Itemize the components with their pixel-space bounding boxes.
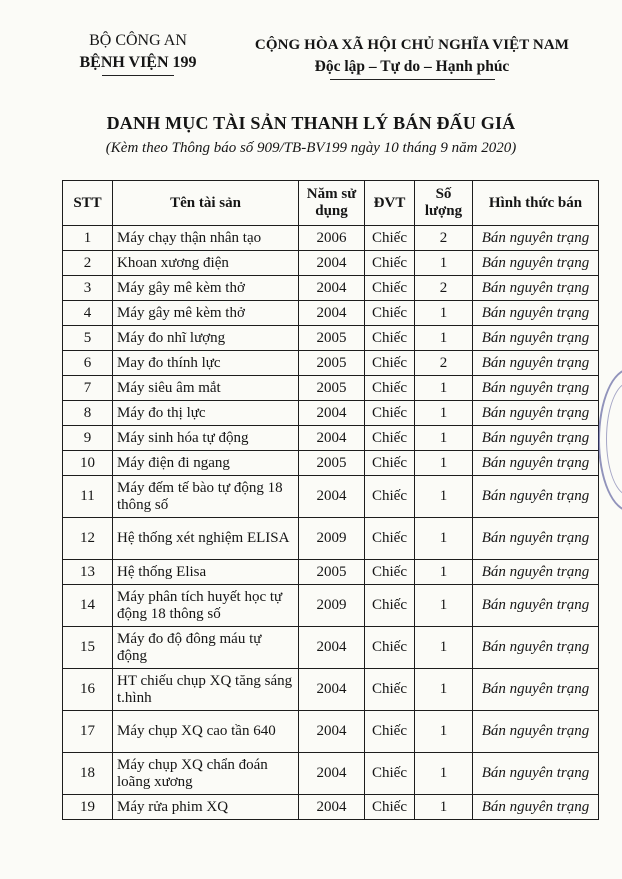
cell-sale-mode: Bán nguyên trạng: [473, 627, 599, 669]
cell-year: 2004: [299, 276, 365, 301]
cell-stt: 3: [63, 276, 113, 301]
cell-sale-mode: Bán nguyên trạng: [473, 351, 599, 376]
cell-quantity: 1: [415, 326, 473, 351]
cell-sale-mode: Bán nguyên trạng: [473, 585, 599, 627]
cell-sale-mode: Bán nguyên trạng: [473, 301, 599, 326]
cell-asset-name: Máy đo độ đông máu tự động: [113, 627, 299, 669]
issuing-organization: [58, 30, 218, 76]
cell-stt: 19: [63, 795, 113, 820]
cell-unit: Chiếc: [365, 301, 415, 326]
table-row: [63, 351, 599, 376]
cell-quantity: 1: [415, 301, 473, 326]
cell-year: 2004: [299, 711, 365, 753]
cell-unit: Chiếc: [365, 276, 415, 301]
cell-year: 2004: [299, 251, 365, 276]
cell-sale-mode: Bán nguyên trạng: [473, 451, 599, 476]
cell-unit: Chiếc: [365, 451, 415, 476]
cell-quantity: 2: [415, 226, 473, 251]
cell-sale-mode: Bán nguyên trạng: [473, 326, 599, 351]
cell-year: 2009: [299, 518, 365, 560]
table-row: [63, 518, 599, 560]
cell-sale-mode: Bán nguyên trạng: [473, 560, 599, 585]
table-row: [63, 251, 599, 276]
cell-asset-name: Hệ thống xét nghiệm ELISA: [113, 518, 299, 560]
cell-year: 2004: [299, 795, 365, 820]
cell-asset-name: Máy đo nhĩ lượng: [113, 326, 299, 351]
ministry-name: BỘ CÔNG AN: [89, 32, 187, 49]
cell-stt: 5: [63, 326, 113, 351]
cell-quantity: 2: [415, 276, 473, 301]
cell-stt: 4: [63, 301, 113, 326]
cell-quantity: 1: [415, 711, 473, 753]
table-header-row: [63, 181, 599, 226]
cell-stt: 16: [63, 669, 113, 711]
cell-asset-name: Máy siêu âm mắt: [113, 376, 299, 401]
motto-underline: [330, 79, 495, 80]
table-row: [63, 301, 599, 326]
cell-asset-name: Máy phân tích huyết học tự động 18 thông số: [113, 585, 299, 627]
cell-unit: Chiếc: [365, 226, 415, 251]
cell-stt: 7: [63, 376, 113, 401]
cell-year: 2004: [299, 401, 365, 426]
cell-unit: Chiếc: [365, 669, 415, 711]
cell-unit: Chiếc: [365, 251, 415, 276]
org-underline: [102, 75, 174, 76]
cell-asset-name: Máy rửa phim XQ: [113, 795, 299, 820]
cell-quantity: 1: [415, 518, 473, 560]
cell-quantity: 1: [415, 585, 473, 627]
cell-unit: Chiếc: [365, 476, 415, 518]
country-name: CỘNG HÒA XÃ HỘI CHỦ NGHĨA VIỆT NAM: [254, 37, 570, 53]
header-stt: STT: [63, 181, 113, 226]
cell-unit: Chiếc: [365, 426, 415, 451]
table-row: [63, 669, 599, 711]
cell-asset-name: Khoan xương điện: [113, 251, 299, 276]
cell-unit: Chiếc: [365, 753, 415, 795]
cell-year: 2004: [299, 301, 365, 326]
cell-sale-mode: Bán nguyên trạng: [473, 518, 599, 560]
cell-year: 2005: [299, 560, 365, 585]
cell-stt: 10: [63, 451, 113, 476]
table-row: [63, 376, 599, 401]
cell-unit: Chiếc: [365, 351, 415, 376]
cell-stt: 17: [63, 711, 113, 753]
cell-sale-mode: Bán nguyên trạng: [473, 476, 599, 518]
cell-year: 2005: [299, 326, 365, 351]
header-sale-mode: Hình thức bán: [473, 181, 599, 226]
cell-year: 2004: [299, 476, 365, 518]
cell-stt: 18: [63, 753, 113, 795]
cell-asset-name: Máy đo thị lực: [113, 401, 299, 426]
cell-quantity: 1: [415, 401, 473, 426]
cell-asset-name: Máy chạy thận nhân tạo: [113, 226, 299, 251]
cell-sale-mode: Bán nguyên trạng: [473, 401, 599, 426]
document-subtitle: (Kèm theo Thông báo số 909/TB-BV199 ngày 10 tháng 9 năm 2020): [105, 140, 517, 156]
cell-asset-name: Máy gây mê kèm thở: [113, 301, 299, 326]
cell-sale-mode: Bán nguyên trạng: [473, 795, 599, 820]
cell-stt: 8: [63, 401, 113, 426]
cell-year: 2004: [299, 627, 365, 669]
cell-stt: 6: [63, 351, 113, 376]
cell-unit: Chiếc: [365, 627, 415, 669]
asset-table: [62, 180, 599, 820]
cell-stt: 13: [63, 560, 113, 585]
header-year: Năm sử dụng: [299, 181, 365, 226]
table-row: [63, 795, 599, 820]
cell-stt: 12: [63, 518, 113, 560]
cell-asset-name: May đo thính lực: [113, 351, 299, 376]
cell-quantity: 1: [415, 376, 473, 401]
cell-year: 2004: [299, 669, 365, 711]
cell-sale-mode: Bán nguyên trạng: [473, 669, 599, 711]
cell-stt: 9: [63, 426, 113, 451]
cell-quantity: 1: [415, 251, 473, 276]
cell-quantity: 1: [415, 451, 473, 476]
table-row: [63, 585, 599, 627]
cell-unit: Chiếc: [365, 585, 415, 627]
cell-asset-name: Máy đếm tế bào tự động 18 thông số: [113, 476, 299, 518]
cell-asset-name: HT chiếu chụp XQ tăng sáng t.hình: [113, 669, 299, 711]
cell-year: 2006: [299, 226, 365, 251]
cell-quantity: 1: [415, 753, 473, 795]
cell-year: 2004: [299, 753, 365, 795]
table-row: [63, 711, 599, 753]
table-row: [63, 226, 599, 251]
cell-year: 2005: [299, 351, 365, 376]
cell-stt: 14: [63, 585, 113, 627]
cell-quantity: 1: [415, 795, 473, 820]
header-unit: ĐVT: [365, 181, 415, 226]
table-row: [63, 426, 599, 451]
cell-sale-mode: Bán nguyên trạng: [473, 226, 599, 251]
table-row: [63, 326, 599, 351]
cell-stt: 1: [63, 226, 113, 251]
national-motto: Độc lập – Tự do – Hạnh phúc: [314, 58, 510, 75]
cell-asset-name: Máy chụp XQ cao tần 640: [113, 711, 299, 753]
table-row: [63, 627, 599, 669]
header-quantity: Số lượng: [415, 181, 473, 226]
hospital-name: BỆNH VIỆN 199: [79, 54, 197, 71]
cell-sale-mode: Bán nguyên trạng: [473, 276, 599, 301]
table-row: [63, 476, 599, 518]
header-asset-name: Tên tài sản: [113, 181, 299, 226]
cell-stt: 11: [63, 476, 113, 518]
table-row: [63, 276, 599, 301]
cell-sale-mode: Bán nguyên trạng: [473, 711, 599, 753]
cell-quantity: 2: [415, 351, 473, 376]
cell-unit: Chiếc: [365, 711, 415, 753]
cell-sale-mode: Bán nguyên trạng: [473, 753, 599, 795]
cell-unit: Chiếc: [365, 376, 415, 401]
asset-table-body: [63, 226, 599, 820]
cell-quantity: 1: [415, 476, 473, 518]
cell-asset-name: Máy điện đi ngang: [113, 451, 299, 476]
cell-year: 2005: [299, 376, 365, 401]
document-title: DANH MỤC TÀI SẢN THANH LÝ BÁN ĐẤU GIÁ: [106, 113, 516, 133]
cell-unit: Chiếc: [365, 518, 415, 560]
cell-quantity: 1: [415, 560, 473, 585]
cell-year: 2004: [299, 426, 365, 451]
cell-sale-mode: Bán nguyên trạng: [473, 426, 599, 451]
cell-year: 2005: [299, 451, 365, 476]
national-heading: [242, 34, 582, 80]
cell-asset-name: Máy chụp XQ chẩn đoán loãng xương: [113, 753, 299, 795]
cell-stt: 15: [63, 627, 113, 669]
table-row: [63, 560, 599, 585]
cell-asset-name: Hệ thống Elisa: [113, 560, 299, 585]
cell-unit: Chiếc: [365, 560, 415, 585]
cell-unit: Chiếc: [365, 795, 415, 820]
cell-year: 2009: [299, 585, 365, 627]
cell-stt: 2: [63, 251, 113, 276]
cell-unit: Chiếc: [365, 401, 415, 426]
table-row: [63, 753, 599, 795]
cell-quantity: 1: [415, 426, 473, 451]
cell-quantity: 1: [415, 669, 473, 711]
cell-unit: Chiếc: [365, 326, 415, 351]
table-row: [63, 401, 599, 426]
cell-quantity: 1: [415, 627, 473, 669]
cell-asset-name: Máy sinh hóa tự động: [113, 426, 299, 451]
table-row: [63, 451, 599, 476]
cell-asset-name: Máy gây mê kèm thở: [113, 276, 299, 301]
cell-sale-mode: Bán nguyên trạng: [473, 376, 599, 401]
cell-sale-mode: Bán nguyên trạng: [473, 251, 599, 276]
